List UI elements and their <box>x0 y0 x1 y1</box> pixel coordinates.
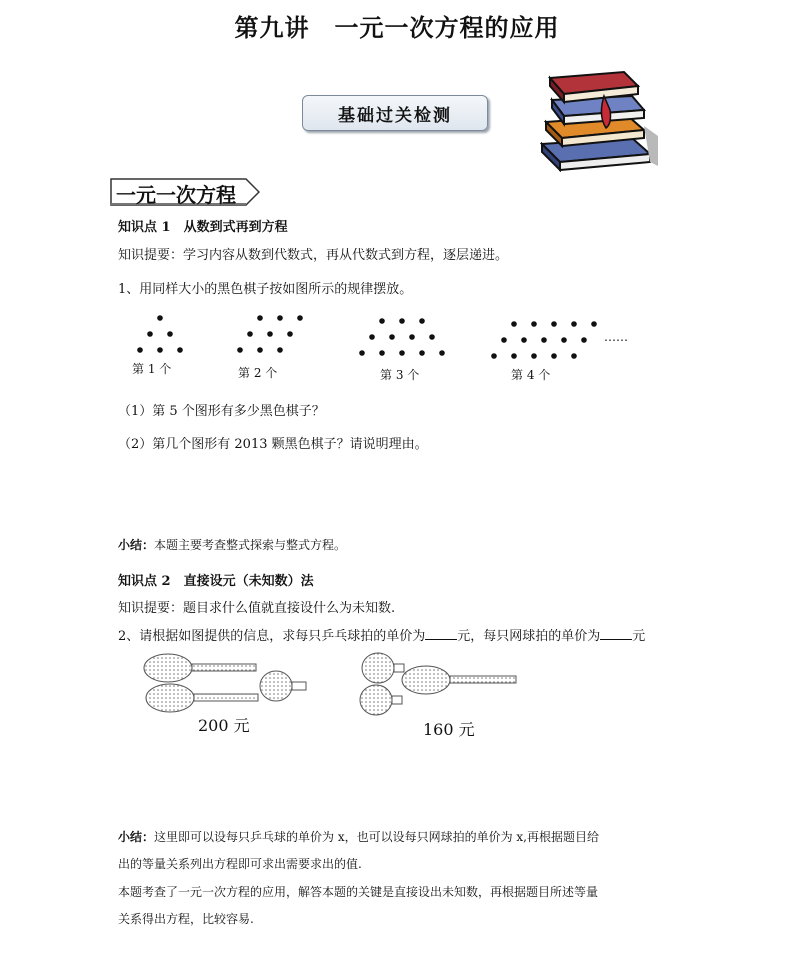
figure-label-3: 第 3 个 <box>380 368 420 382</box>
question-part-a: 2、请根据如图提供的信息，求每只乒乓球拍的单价为 <box>118 629 426 644</box>
tennis-racket-3 <box>402 666 516 694</box>
section-badge <box>302 95 488 131</box>
kp1-sub1: （1）第 5 个图形有多少黑色棋子？ <box>118 404 325 419</box>
pingpong-paddle-3 <box>360 685 402 715</box>
pingpong-paddle-1 <box>260 671 306 701</box>
section-label: 一元一次方程 <box>116 183 236 207</box>
kp1-tip: 知识提要：学习内容从数到代数式，再从代数式到方程，逐层递进。 <box>118 248 509 263</box>
tennis-racket-1 <box>144 654 256 682</box>
question-part-b: 元，每只网球拍的单价为 <box>457 629 601 644</box>
figure-3 <box>359 318 445 356</box>
price-label-1: 200 元 <box>198 716 250 735</box>
kp2-summary-line3: 本题考查了一元一次方程的应用，解答本题的关键是直接设出未知数，再根据题目所述等量 <box>118 885 599 899</box>
figure-ellipsis: …… <box>604 330 628 344</box>
kp2-question <box>118 625 645 644</box>
figure-label-1: 第 1 个 <box>132 362 172 376</box>
answer-blank-1[interactable] <box>425 627 457 640</box>
summary-label: 小结： <box>118 538 155 552</box>
kp1-title: 知识点 1 从数到式再到方程 <box>118 220 288 235</box>
kp2-summary-line2: 出的等量关系列出方程即可求出需要求出的值. <box>118 857 362 871</box>
pingpong-paddle-2 <box>362 653 404 683</box>
kp1-question: 1、用同样大小的黑色棋子按如图所示的规律摆放。 <box>118 282 413 297</box>
price-label-2: 160 元 <box>423 720 475 739</box>
kp2-summary-line1 <box>118 828 599 845</box>
question-part-c: 元 <box>632 629 646 644</box>
kp2-tip: 知识提要：题目求什么值就直接设什么为未知数. <box>118 601 396 616</box>
badge-label: 基础过关检测 <box>338 105 452 126</box>
page-title: 第九讲 一元一次方程的应用 <box>234 14 560 42</box>
figure-1 <box>137 315 183 353</box>
summary-text-1: 这里即可以设每只乒乓球的单价为 x，也可以设每只网球拍的单价为 x,再根据题目给 <box>154 830 599 844</box>
kp1-sub2: （2）第几个图形有 2013 颗黑色棋子？请说明理由。 <box>118 437 428 452</box>
figure-label-2: 第 2 个 <box>238 366 278 380</box>
figure-4 <box>491 321 597 359</box>
kp1-summary <box>118 536 346 553</box>
books-illustration <box>532 66 662 176</box>
kp2-summary-line4: 关系得出方程，比较容易. <box>118 912 254 926</box>
summary-text: 本题主要考查整式探索与整式方程。 <box>154 538 347 552</box>
kp2-title: 知识点 2 直接设元（未知数）法 <box>118 574 314 589</box>
figure-2 <box>237 315 303 353</box>
figure-label-4: 第 4 个 <box>511 368 551 382</box>
answer-blank-2[interactable] <box>600 627 632 640</box>
tennis-racket-2 <box>146 684 258 712</box>
summary-label: 小结： <box>118 830 155 844</box>
